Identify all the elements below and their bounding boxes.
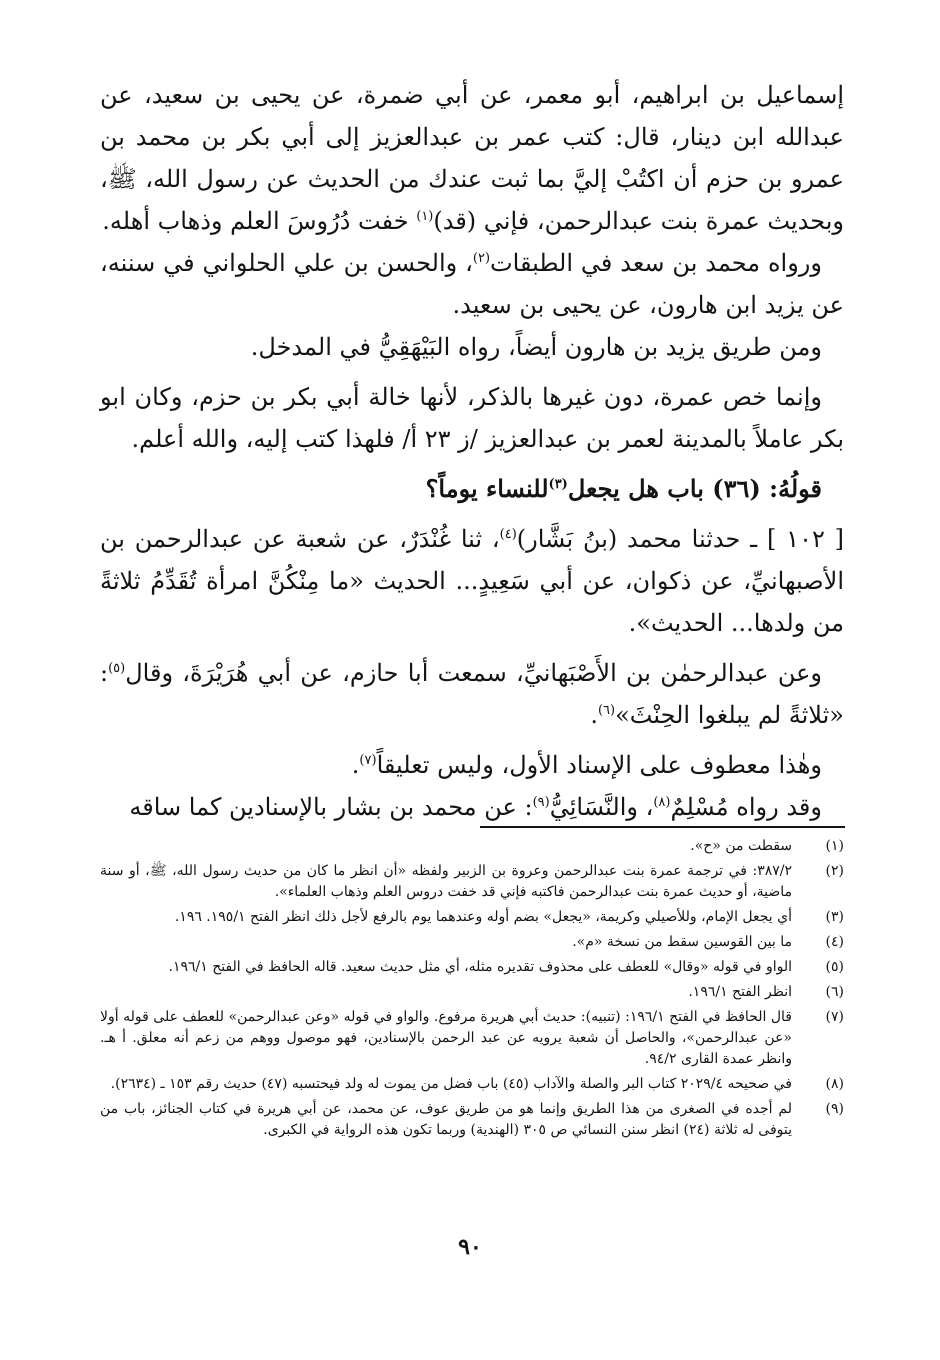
main-text: [100, 74, 844, 828]
footnote-mark: (٦): [597, 703, 616, 718]
paragraph-1: [100, 74, 844, 242]
text-run: قولُهُ: (٣٦) باب هل يجعل: [567, 474, 822, 503]
footnote-number: (٢): [825, 863, 844, 879]
text-run: وهٰذا معطوف على الإسناد الأول، وليس تعليقاً: [376, 751, 822, 779]
footnote: [100, 957, 844, 978]
footnote-text: انظر الفتح ١٩٦/١.: [688, 984, 792, 1000]
hadith-102: [100, 518, 844, 644]
page-number: ٩٠: [458, 1234, 482, 1260]
footnote-number: (٤): [825, 934, 844, 950]
text-run: : «ثلاثةً لم يبلغوا الحِنْثَ»: [100, 659, 844, 729]
footnote-number: (٩): [825, 1101, 844, 1117]
footnote-mark: (٩): [532, 795, 550, 810]
footnote: [100, 907, 844, 928]
footnote-number: (١): [825, 838, 844, 854]
footnote-number: (٥): [825, 959, 844, 975]
text-run: وقد رواه مُسْلِمٌ: [670, 793, 822, 821]
chapter-heading: [100, 468, 844, 510]
footnote-text: أي يجعل الإمام، وللأصيلي وكريمة، «يجعل» بضم أوله وعندهما يوم بالرفع لأجل ذلك انظر الفتح ١٩٥/١. ١٩٦.: [174, 909, 792, 925]
text-run: ، والنَّسَائِيُّ: [549, 793, 654, 821]
footnote-mark: (١): [416, 209, 434, 224]
text-run: إسماعيل بن ابراهيم، أبو معمر، عن أبي ضمرة، عن يحيى بن سعيد، عن عبدالله ابن دينار، قال: كتب عمر بن عبدالعزيز إلى أبي بكر بن محمد بن عمرو بن حزم أن اكتُبْ إليَّ بما ثبت عندك من الحديث عن رسول الله، ﷺ، وبحديث عمرة بنت عبدالرحمن، فإني (قد): [100, 81, 845, 235]
footnote: [100, 1007, 844, 1070]
footnote: [100, 932, 844, 953]
footnote: [100, 1074, 844, 1095]
paragraph-2: [100, 242, 844, 326]
text-run: ومن طريق يزيد بن هارون أيضاً، رواه البَيْهَقِيُّ في المدخل.: [250, 333, 822, 361]
text-run: وعن عبدالرحمٰن بن الأَصْبَهانيِّ، سمعت أبا حازم، عن أبي هُرَيْرَةَ، وقال: [125, 659, 822, 687]
footnote-mark: (٤): [499, 527, 517, 542]
footnote-separator: [480, 826, 845, 828]
footnotes: [100, 836, 844, 1145]
footnote-number: (٣): [825, 909, 844, 925]
footnote-mark: (٣): [548, 477, 568, 492]
text-run: ، والحسن بن علي الحلواني في سننه، عن يزيد ابن هارون، عن يحيى بن سعيد.: [100, 249, 844, 319]
text-run: خفت دُرُوسَ العلم وذهاب أهله.: [102, 207, 409, 235]
paragraph-8: [100, 786, 844, 828]
footnote-mark: (٧): [359, 753, 377, 768]
footnote-number: (٨): [825, 1076, 844, 1092]
footnote: [100, 836, 844, 857]
footnote-text: في صحيحه ٢٠٢٩/٤ كتاب البر والصلة والآداب (٤٥) باب فضل من يموت له ولد فيحتسبه (٤٧) حديث رقم ١٥٣ ـ (٢٦٣٤).: [110, 1076, 792, 1092]
paragraph-3: [100, 326, 844, 368]
text-run: : عن محمد بن بشار بالإسنادين كما ساقه: [129, 793, 533, 821]
footnote-text: ٣٨٧/٢: في ترجمة عمرة بنت عبدالرحمن وعروة بن الزبير ولفظه «أن انظر ما كان من حديث رسول الله، ﷺ، أو سنة ماضية، أو حديث عمرة بنت عبدالرحمن فاكتبه فإني قد خفت دروس العلم وذهاب العلماء».: [100, 863, 792, 900]
footnote-number: (٧): [825, 1009, 844, 1025]
footnote-mark: (٥): [108, 661, 126, 676]
footnote-text: الواو في قوله «وقال» للعطف على محذوف تقديره مثله، أي مثل حديث سعيد. قاله الحافظ في الفتح ١٩٦/١.: [168, 959, 792, 975]
footnote-text: سقطت من «ح».: [690, 838, 792, 854]
text-run: [ ١٠٢ ] ـ حدثنا محمد (بنُ بَشَّار): [516, 525, 845, 553]
text-run: ورواه محمد بن سعد في الطبقات: [490, 249, 822, 277]
text-run: وإنما خص عمرة، دون غيرها بالذكر، لأنها خالة أبي بكر بن حزم، وكان ابو بكر عاملاً بالمدينة لعمر بن عبدالعزيز /ز ٢٣ أ/ فلهذا كتب إليه، والله أعلم.: [100, 383, 844, 453]
footnote-mark: (٨): [653, 795, 671, 810]
paragraph-4: [100, 376, 844, 460]
paragraph-6: [100, 652, 844, 736]
footnote: [100, 861, 844, 903]
footnote-number: (٦): [825, 984, 844, 1000]
footnote: [100, 982, 844, 1003]
text-run: ، ثنا غُنْدَرٌ، عن شعبة عن عبدالرحمن بن الأصبهانيِّ، عن ذكوان، عن أبي سَعِيدٍ... الحديث «ما مِنْكُنَّ امرأة تُقَدِّمُ ثلاثةً من ولدها... الحديث».: [100, 525, 844, 637]
text-run: .: [590, 701, 598, 729]
footnote-text: لم أجده في الصغرى من هذا الطريق وإنما هو من طريق عوف، عن محمد، عن أبي هريرة في كتاب الجنائز، باب من يتوفى له ثلاثة (٢٤) انظر سنن النسائي ص ٣٠٥ (الهندية) وربما تكون هذه الرواية في الكبرى.: [100, 1101, 792, 1138]
text-run: للنساء يوماً؟: [425, 474, 549, 503]
footnote: [100, 1099, 844, 1141]
footnote-text: ما بين القوسين سقط من نسخة «م».: [572, 934, 792, 950]
footnote-mark: (٢): [472, 251, 491, 266]
footnote-text: قال الحافظ في الفتح ١٩٦/١: (تنبيه): حديث أبي هريرة مرفوع. والواو في قوله «وعن عبدالرحمن» للعطف على قوله أولا «عن عبدالرحمن»، والحاصل أن شعبة يرويه عن عبد الرحمن بالإسنادين، فهو موصول ووهم من زعم أنه معلق. أ هـ. وانظر عمدة القارى ٩٤/٢.: [100, 1009, 793, 1067]
paragraph-7: [100, 744, 844, 786]
text-run: .: [351, 751, 360, 779]
